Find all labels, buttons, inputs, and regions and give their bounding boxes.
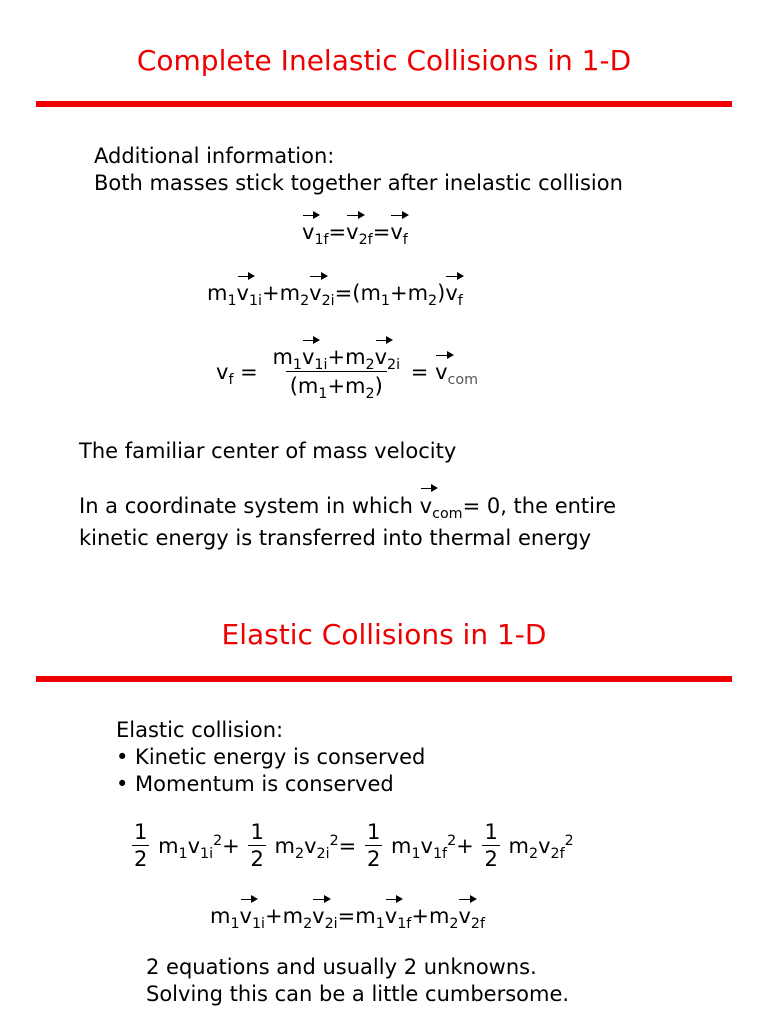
thermal-energy-text: kinetic energy is transferred into thermal energy: [79, 526, 592, 550]
equation-kinetic-energy: $\frac{1}{2}$ $m_1v_{1i}^2+$ $\frac{1}{2}$ $m_2v_{2i}^2=$ $\frac{1}{2}$ $m_1v_{1f}^2+$ $\frac{1}{2}$ $m_2v_{2f}^2$: [134, 820, 574, 871]
equation-momentum-elastic: $m_1v_{1i}+m_2v_{2i}=m_1v_{1f}+m_2v_{2f}$: [210, 904, 486, 932]
section-title-inelastic: Complete Inelastic Collisions in 1-D: [136, 44, 632, 77]
info-statement: Both masses stick together after inelastic collision: [94, 171, 623, 195]
title-divider-2: [36, 676, 732, 682]
elastic-intro: Elastic collision:: [116, 718, 284, 742]
title-divider: [36, 101, 732, 107]
equation-momentum-inelastic: $m_1v_{1i}+m_2v_{2i}=(m_1+m_2)v_f$: [207, 281, 463, 309]
coordinate-system-text: In a coordinate system in which $v_{com}= 0$, the entire: [79, 494, 617, 522]
equation-final-velocity-com: $v_f$ = $\frac{m_1v_{1i}+m_2v_{2i}}{(m_1+m_2)}$ = $v_{com}$: [216, 345, 478, 402]
bullet-momentum: • Momentum is conserved: [116, 772, 394, 796]
closing-line-1: 2 equations and usually 2 unknowns.: [146, 955, 537, 979]
familiar-com-text: The familiar center of mass velocity: [79, 439, 457, 463]
equation-final-velocities: $v_{1f}=v_{2f}=v_f$: [302, 220, 408, 248]
bullet-kinetic-energy: • Kinetic energy is conserved: [116, 745, 426, 769]
info-label: Additional information:: [94, 144, 335, 168]
closing-line-2: Solving this can be a little cumbersome.: [146, 982, 570, 1006]
section-title-elastic: Elastic Collisions in 1-D: [221, 618, 547, 651]
